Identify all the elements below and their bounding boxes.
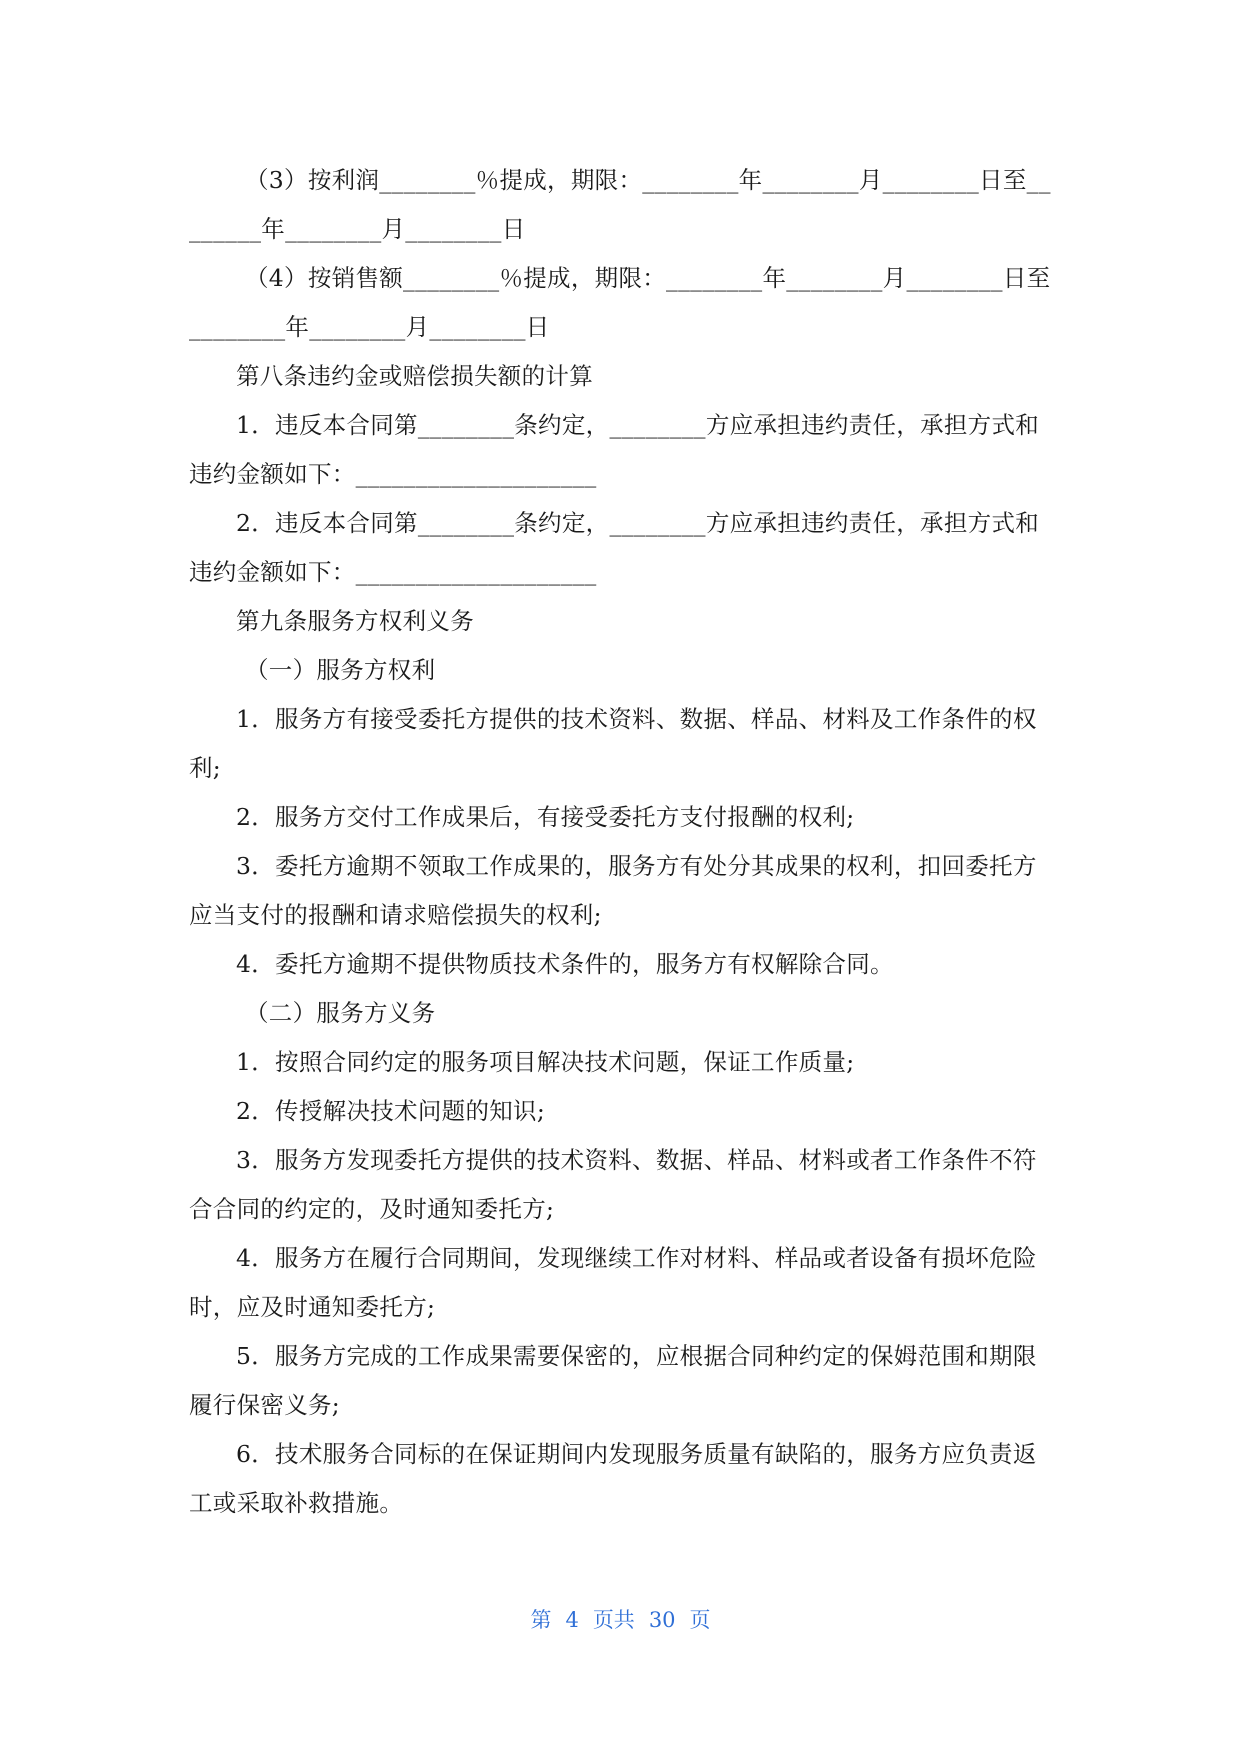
paragraph-sales-commission: （4）按销售额________％提成，期限：________年________月________日至________年________月________日 bbox=[189, 264, 1051, 341]
paragraph-right-2: 2．服务方交付工作成果后，有接受委托方支付报酬的权利; bbox=[236, 803, 855, 831]
paragraph-obligation-5: 5．服务方完成的工作成果需要保密的，应根据合同种约定的保姆范围和期限履行保密义务; bbox=[189, 1342, 1037, 1419]
paragraph-obligation-4: 4．服务方在履行合同期间，发现继续工作对材料、样品或者设备有损坏危险时，应及时通知委托方; bbox=[189, 1244, 1037, 1321]
footer-total-pages: 30 bbox=[648, 1608, 676, 1632]
footer-middle: 页共 bbox=[592, 1608, 635, 1632]
paragraph-obligation-1: 1．按照合同约定的服务项目解决技术问题，保证工作质量; bbox=[236, 1048, 855, 1076]
footer-suffix: 页 bbox=[689, 1608, 711, 1632]
paragraph-right-4: 4．委托方逾期不提供物质技术条件的，服务方有权解除合同。 bbox=[236, 950, 894, 978]
subheading-service-rights: （一）服务方权利 bbox=[245, 656, 436, 684]
footer-prefix: 第 bbox=[530, 1608, 552, 1632]
paragraph-profit-commission: （3）按利润________％提成，期限：________年________月________日至________年________月________日 bbox=[189, 166, 1051, 243]
paragraph-breach-1: 1．违反本合同第________条约定，________方应承担违约责任，承担方式和违约金额如下：____________________ bbox=[189, 411, 1040, 488]
paragraph-obligation-2: 2．传授解决技术问题的知识; bbox=[236, 1097, 546, 1125]
footer-current-page: 4 bbox=[565, 1608, 579, 1632]
paragraph-right-3: 3．委托方逾期不领取工作成果的，服务方有处分其成果的权利，扣回委托方应当支付的报酬和请求赔偿损失的权利; bbox=[189, 852, 1037, 929]
section-heading-article-8: 第八条违约金或赔偿损失额的计算 bbox=[236, 362, 593, 390]
section-heading-article-9: 第九条服务方权利义务 bbox=[236, 607, 474, 635]
paragraph-obligation-3: 3．服务方发现委托方提供的技术资料、数据、样品、材料或者工作条件不符合合同的约定的，及时通知委托方; bbox=[189, 1146, 1037, 1223]
page-footer bbox=[0, 1604, 1241, 1634]
paragraph-right-1: 1．服务方有接受委托方提供的技术资料、数据、样品、材料及工作条件的权利; bbox=[189, 705, 1037, 782]
document-body bbox=[189, 156, 1057, 1528]
paragraph-obligation-6: 6．技术服务合同标的在保证期间内发现服务质量有缺陷的，服务方应负责返工或采取补救措施。 bbox=[189, 1440, 1037, 1517]
paragraph-breach-2: 2．违反本合同第________条约定，________方应承担违约责任，承担方式和违约金额如下：____________________ bbox=[189, 509, 1040, 586]
subheading-service-obligations: （二）服务方义务 bbox=[245, 999, 436, 1027]
